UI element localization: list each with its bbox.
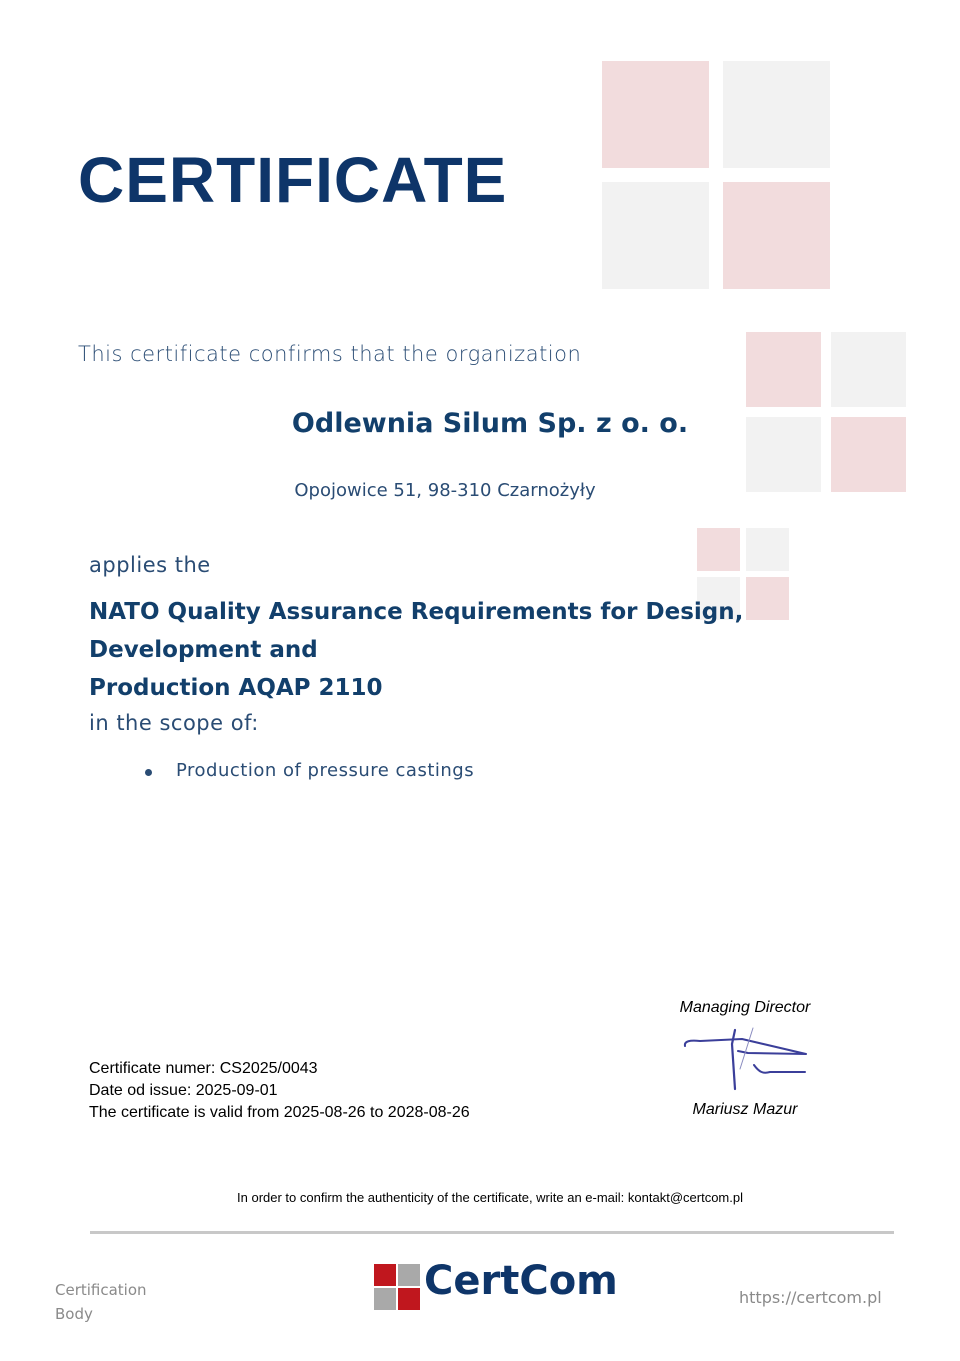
scope-item (145, 760, 474, 781)
website-link[interactable]: https://certcom.pl (739, 1288, 882, 1307)
certification-body-line: Certification (55, 1281, 147, 1299)
applies-text: applies the (89, 553, 211, 577)
standard-name (89, 593, 879, 707)
logo-wordmark: CertCom (424, 1258, 618, 1304)
decor-tile (602, 182, 709, 289)
confirm-text: This certificate confirms that the organization (78, 342, 582, 366)
decor-tile (746, 528, 789, 571)
decor-tile (602, 61, 709, 168)
footer-divider (90, 1231, 894, 1234)
decor-tile (831, 332, 906, 407)
issue-date: Date od issue: 2025-09-01 (89, 1082, 278, 1099)
scope-label: in the scope of: (89, 711, 259, 735)
certcom-logo-icon (374, 1264, 420, 1310)
signatory-name: Mariusz Mazur (692, 1101, 798, 1118)
organization-address: Opojowice 51, 98-310 Czarnożyły (294, 480, 596, 501)
certification-body-line: Body (55, 1305, 93, 1323)
bullet-icon (145, 769, 152, 776)
certificate-number: Certificate numer: CS2025/0043 (89, 1060, 318, 1077)
certificate-title: CERTIFICATE (78, 144, 508, 216)
decor-tile (723, 182, 830, 289)
verification-note: In order to confirm the authenticity of the certificate, write an e-mail: kontakt@certcom.pl (237, 1190, 743, 1205)
decor-tile (697, 528, 740, 571)
certification-body-label (55, 1278, 147, 1326)
signature-icon (680, 1024, 810, 1094)
scope-list (145, 760, 474, 781)
standard-line: Production AQAP 2110 (89, 675, 383, 701)
decor-tile (723, 61, 830, 168)
signatory-role: Managing Director (679, 999, 811, 1016)
organization-name: Odlewnia Silum Sp. z o. o. (291, 408, 689, 439)
decor-tile (746, 332, 821, 407)
validity-period: The certificate is valid from 2025-08-26 to 2028-08-26 (89, 1104, 470, 1121)
standard-line: NATO Quality Assurance Requirements for Design, Development and (89, 599, 744, 663)
scope-item-text: Production of pressure castings (176, 760, 475, 781)
